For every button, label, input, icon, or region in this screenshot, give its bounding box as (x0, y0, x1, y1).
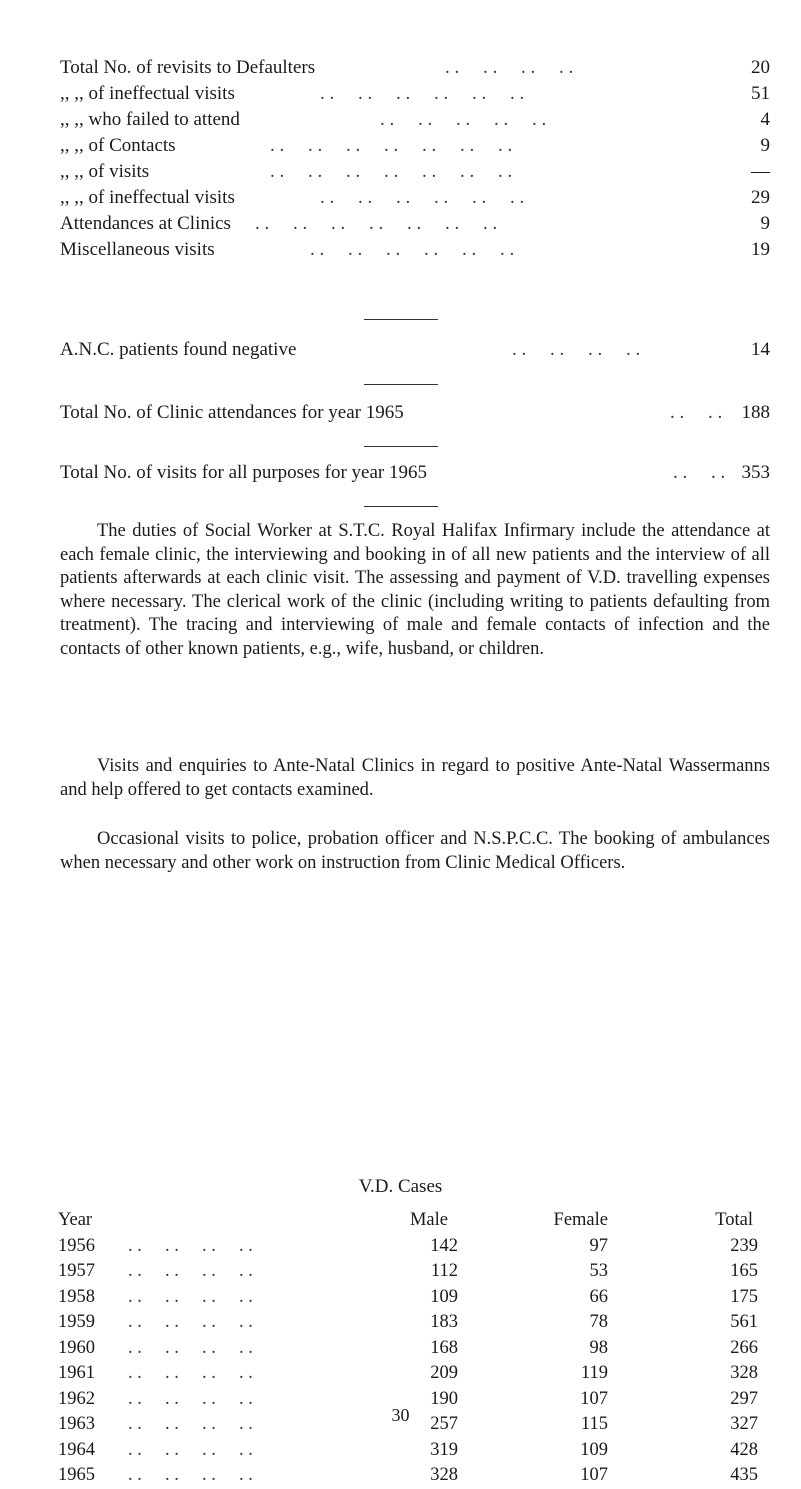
leader-dots: . . . . . . . . (128, 1388, 253, 1409)
cell-female: 119 (580, 1363, 608, 1383)
stat-row (60, 133, 770, 159)
stat-value: 188 (741, 402, 770, 423)
stat-value: 4 (760, 109, 770, 130)
stat-value: 51 (751, 83, 770, 104)
divider (364, 506, 438, 507)
cell-year: 1963 (58, 1414, 95, 1434)
leader-dots: . . . . . . . . (128, 1414, 253, 1434)
stat-value: 9 (760, 213, 770, 234)
leader-dots: . . . . . . . . (128, 1439, 253, 1460)
stat-value: 19 (751, 239, 770, 260)
table-row (58, 1463, 770, 1489)
cell-total: 266 (730, 1337, 758, 1358)
occasional-visits-paragraph: Occasional visits to police, probation officer and N.S.P.C.C. The booking of ambulances when necessary and other work on instruction from Clinic Medical Officers. (60, 829, 770, 873)
stat-value: — (751, 161, 770, 182)
cell-female: 53 (589, 1261, 608, 1281)
leader-dots: . . . . . . . . (128, 1261, 253, 1281)
cell-year: 1957 (58, 1261, 95, 1281)
stat-row (60, 237, 770, 263)
leader-dots: . . . . (673, 462, 726, 483)
cell-total: 297 (730, 1388, 758, 1409)
vd-cases-table (58, 1208, 770, 1489)
stat-label: ,, ,, of visits (60, 161, 150, 182)
stat-label: ,, ,, of ineffectual visits (60, 187, 235, 208)
cell-male: 109 (430, 1286, 458, 1307)
cell-female: 97 (589, 1235, 608, 1256)
leader-dots: . . . . . . . . . . (380, 109, 547, 130)
stat-row (60, 107, 770, 133)
stat-row (60, 185, 770, 211)
visits-total-row (60, 460, 770, 486)
stat-value: 9 (760, 135, 770, 156)
anc-negative-row (60, 337, 770, 363)
divider (364, 446, 438, 447)
cell-female: 66 (589, 1286, 608, 1307)
cell-female: 109 (580, 1439, 608, 1460)
cell-female: 78 (589, 1312, 608, 1332)
cell-year: 1959 (58, 1312, 95, 1332)
leader-dots: . . . . . . . . (512, 339, 641, 360)
stat-value: 14 (751, 339, 770, 360)
cell-total: 165 (730, 1261, 758, 1281)
page-number: 30 (391, 1405, 410, 1425)
leader-dots: . . . . . . . . (128, 1312, 253, 1332)
cell-total: 328 (730, 1363, 758, 1383)
cell-female: 98 (589, 1337, 608, 1358)
divider (364, 319, 438, 320)
cell-year: 1956 (58, 1235, 95, 1256)
visit-statistics (60, 55, 770, 263)
leader-dots: . . . . . . . . . . . . (310, 239, 515, 260)
cell-total: 327 (730, 1414, 758, 1434)
stat-label: Attendances at Clinics (60, 213, 231, 234)
leader-dots: . . . . (670, 402, 723, 423)
stat-label: Miscellaneous visits (60, 239, 215, 260)
header-female: Female (553, 1210, 608, 1230)
table-row (58, 1438, 770, 1464)
header-male: Male (409, 1210, 448, 1230)
cell-male: 190 (430, 1388, 458, 1409)
stat-row (60, 55, 770, 81)
leader-dots: . . . . . . . . (128, 1465, 253, 1485)
stat-label: A.N.C. patients found negative (60, 339, 297, 360)
leader-dots: . . . . . . . . (128, 1235, 253, 1256)
clinic-attendances-row (60, 400, 770, 426)
leader-dots: . . . . . . . . (128, 1337, 253, 1358)
cell-year: 1961 (58, 1363, 95, 1383)
stat-value: 353 (741, 462, 770, 483)
cell-male: 319 (430, 1439, 458, 1460)
header-total: Total (715, 1210, 753, 1230)
table-body (58, 1234, 770, 1489)
cell-total: 175 (730, 1286, 758, 1307)
cell-year: 1960 (58, 1337, 95, 1358)
stat-row (60, 81, 770, 107)
table-row (58, 1234, 770, 1260)
leader-dots: . . . . . . . . (128, 1363, 253, 1383)
leader-dots: . . . . . . . . (445, 57, 574, 78)
cell-year: 1965 (58, 1465, 95, 1485)
cell-male: 257 (430, 1414, 458, 1434)
duties-paragraph: The duties of Social Worker at S.T.C. Royal Halifax Infirmary include the attendance at each female clinic, the interviewing and booking in of all new patients and the interview of all patients afterwards at each clinic visit. The assessing and payment of V.D. travelling expenses where necessary. The clerical work of the clinic (including writing to patients defaulting from treatment). The tracing and interviewing of male and female contacts of infection and the contacts of other known patients, e.g., wife, husband, or children. (60, 521, 770, 659)
table-row (58, 1310, 770, 1336)
cell-female: 115 (580, 1414, 608, 1434)
stat-label: Total No. of visits for all purposes for year 1965 (60, 462, 427, 483)
stat-label: ,, ,, of ineffectual visits (60, 83, 235, 104)
cell-year: 1958 (58, 1286, 95, 1307)
cell-male: 209 (430, 1363, 458, 1383)
cell-male: 183 (430, 1312, 458, 1332)
table-title: V.D. Cases (358, 1176, 443, 1197)
stat-row (60, 159, 770, 185)
cell-total: 561 (730, 1312, 758, 1332)
cell-total: 428 (730, 1439, 758, 1460)
table-row (58, 1336, 770, 1362)
stat-label: ,, ,, of Contacts (60, 135, 176, 156)
stat-value: 29 (751, 187, 770, 208)
cell-year: 1962 (58, 1388, 95, 1409)
table-header-row (58, 1208, 770, 1234)
stat-value: 20 (751, 57, 770, 78)
leader-dots: . . . . . . . . . . . . (320, 187, 525, 208)
cell-female: 107 (580, 1465, 608, 1485)
table-row (58, 1259, 770, 1285)
leader-dots: . . . . . . . . . . . . . . (255, 213, 498, 234)
cell-total: 239 (730, 1235, 758, 1256)
header-year: Year (58, 1210, 93, 1230)
antenatal-paragraph: Visits and enquiries to Ante-Natal Clinics in regard to positive Ante-Natal Wassermanns and help offered to get contacts examined. (60, 756, 770, 800)
cell-female: 107 (580, 1388, 608, 1409)
stat-row (60, 211, 770, 237)
cell-total: 435 (730, 1465, 758, 1485)
cell-male: 328 (430, 1465, 458, 1485)
cell-male: 112 (430, 1261, 458, 1281)
leader-dots: . . . . . . . . . . . . . . (270, 161, 513, 182)
table-row (58, 1361, 770, 1387)
table-row (58, 1285, 770, 1311)
divider (364, 384, 438, 385)
cell-year: 1964 (58, 1439, 95, 1460)
leader-dots: . . . . . . . . (128, 1286, 253, 1307)
cell-male: 142 (430, 1235, 458, 1256)
cell-male: 168 (430, 1337, 458, 1358)
leader-dots: . . . . . . . . . . . . (320, 83, 525, 104)
stat-label: Total No. of revisits to Defaulters (60, 57, 316, 78)
stat-label: Total No. of Clinic attendances for year 1965 (60, 402, 404, 423)
stat-label: ,, ,, who failed to attend (60, 109, 240, 130)
leader-dots: . . . . . . . . . . . . . . (270, 135, 513, 156)
